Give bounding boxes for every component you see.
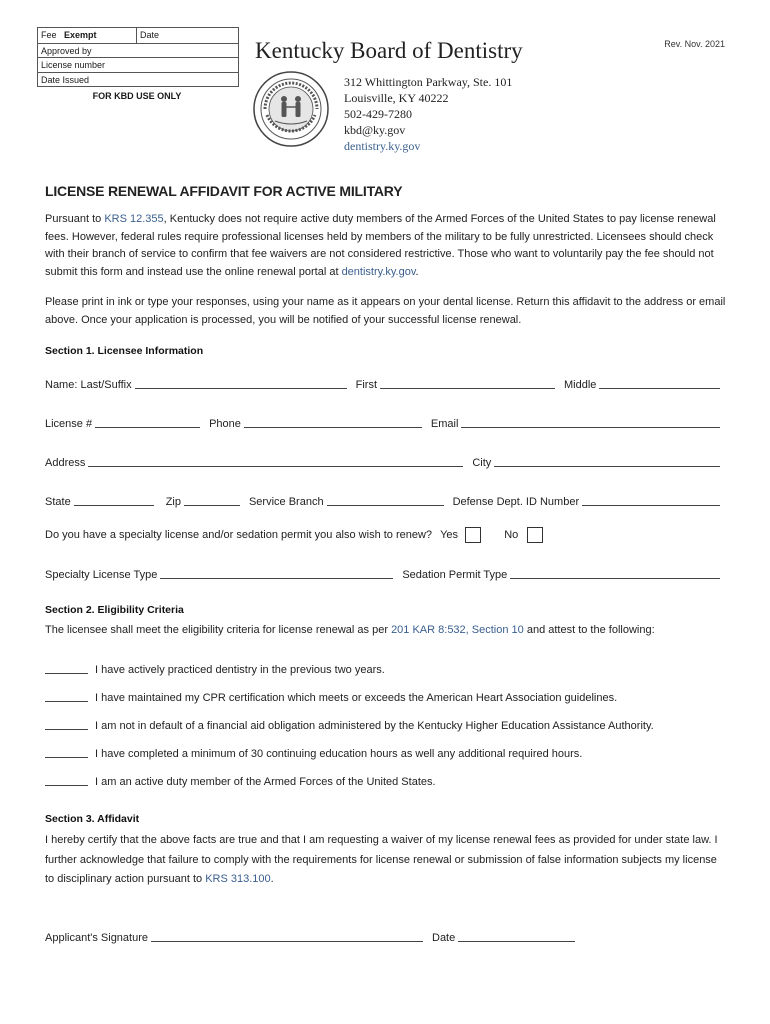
board-phone: 502-429-7280 <box>344 107 412 121</box>
section-1-heading: Section 1. Licensee Information <box>45 345 204 357</box>
board-website-link[interactable]: dentistry.ky.gov <box>344 139 421 153</box>
zip-field[interactable] <box>184 494 240 506</box>
last-name-label: Name: Last/Suffix <box>45 379 132 391</box>
criterion-2-text: I have maintained my CPR certification which meets or exceeds the American Heart Association guidelines. <box>95 692 618 704</box>
specialty-type-field[interactable] <box>160 567 393 579</box>
commonwealth-seal-icon <box>253 71 329 147</box>
no-label: No <box>504 528 519 541</box>
last-name-field[interactable] <box>135 377 347 389</box>
defense-id-field[interactable] <box>582 494 720 506</box>
signature-label: Applicant's Signature <box>45 932 148 944</box>
krs-313-100-link[interactable]: KRS 313.100 <box>205 873 271 885</box>
intro-text-2: , Kentucky does not require active duty members of the Armed Forces of the United States to pay license renewal fees. However, federal rules require professional licenses held by members of the military to be fully unrestricted. Licensees should check with their branch of service to confirm that fee waivers are not considered restrictive. Those who want to voluntarily pay the fee should not submit this form and instead use the online renewal portal at <box>45 213 716 278</box>
affidavit-text-1: I hereby certify that the above facts are true and that I am requesting a waiver of my license renewal fees as provided for under state law. I further acknowledge that failure to comply with the requirements for license renewal or submission of false information subjects my license to disciplinary action pursuant to <box>45 834 718 885</box>
yes-label: Yes <box>440 528 459 541</box>
revision-label: Rev. Nov. 2021 <box>664 39 725 49</box>
state-field[interactable] <box>74 494 154 506</box>
criterion-1 <box>45 662 727 676</box>
criterion-4-initials-field[interactable] <box>45 746 88 758</box>
first-name-field[interactable] <box>380 377 555 389</box>
eligibility-intro <box>45 622 727 640</box>
license-number-field-label: License # <box>45 418 93 430</box>
office-use-box <box>37 27 239 87</box>
address-line-2: Louisville, KY 40222 <box>344 91 449 105</box>
approved-by-label: Approved by <box>38 43 238 58</box>
affidavit-paragraph <box>45 831 727 890</box>
fee-value: Exempt <box>64 30 97 40</box>
office-date-label: Date <box>136 28 238 43</box>
kar-link[interactable]: 201 KAR 8:532, Section 10 <box>391 624 524 636</box>
signature-date-field[interactable] <box>458 930 575 942</box>
renewal-portal-link[interactable]: dentistry.ky.gov <box>341 265 416 278</box>
criterion-2 <box>45 690 727 704</box>
zip-label: Zip <box>165 496 181 508</box>
intro-paragraph <box>45 211 727 281</box>
city-label: City <box>472 457 492 469</box>
service-branch-field[interactable] <box>327 494 444 506</box>
specialty-type-row <box>45 567 720 581</box>
service-branch-label: Service Branch <box>248 496 324 508</box>
criterion-1-text: I have actively practiced dentistry in the previous two years. <box>95 664 385 676</box>
address-line-1: 312 Whittington Parkway, Ste. 101 <box>344 75 513 89</box>
specialty-question: Do you have a specialty license and/or sedation permit you also wish to renew? <box>45 528 433 541</box>
instructions-paragraph: Please print in ink or type your responses, using your name as it appears on your dental license. Return this affidavit to the address or email above. Once your application is processed, you will be notified of your successful license renewal. <box>45 296 726 326</box>
specialty-type-label: Specialty License Type <box>45 569 158 581</box>
affidavit-text-2: . <box>270 873 274 885</box>
license-row <box>45 416 720 430</box>
criterion-5-initials-field[interactable] <box>45 774 88 786</box>
criterion-5 <box>45 774 727 788</box>
address-row <box>45 455 720 469</box>
fee-label: Fee <box>41 30 57 40</box>
state-row <box>45 494 720 508</box>
state-label: State <box>45 496 71 508</box>
date-issued-label: Date Issued <box>38 72 238 87</box>
license-number-label: License number <box>38 57 238 72</box>
yes-checkbox[interactable] <box>465 527 481 543</box>
no-checkbox[interactable] <box>527 527 543 543</box>
criterion-3 <box>45 718 727 732</box>
phone-label: Phone <box>209 418 241 430</box>
criterion-5-text: I am an active duty member of the Armed Forces of the United States. <box>95 776 436 788</box>
middle-name-label: Middle <box>564 379 597 391</box>
board-email[interactable]: kbd@ky.gov <box>344 123 406 137</box>
address-field[interactable] <box>88 455 463 467</box>
middle-name-field[interactable] <box>599 377 720 389</box>
phone-field[interactable] <box>244 416 422 428</box>
eligibility-intro-text-1: The licensee shall meet the eligibility criteria for license renewal as per <box>45 624 392 636</box>
board-title: Kentucky Board of Dentistry <box>255 38 523 63</box>
intro-text-1: Pursuant to <box>45 213 105 225</box>
criterion-3-initials-field[interactable] <box>45 718 88 730</box>
criterion-4-text: I have completed a minimum of 30 continuing education hours as well any additional required hours. <box>95 748 583 760</box>
sedation-type-field[interactable] <box>510 567 720 579</box>
name-row <box>45 377 720 391</box>
signature-row <box>45 930 575 944</box>
email-field[interactable] <box>461 416 720 428</box>
criterion-3-text: I am not in default of a financial aid obligation administered by the Kentucky Higher Education Assistance Authority. <box>95 720 654 732</box>
signature-field[interactable] <box>151 930 423 942</box>
specialty-question-row <box>45 527 543 543</box>
criterion-2-initials-field[interactable] <box>45 690 88 702</box>
sedation-type-label: Sedation Permit Type <box>402 569 508 581</box>
criterion-1-initials-field[interactable] <box>45 662 88 674</box>
email-label: Email <box>430 418 459 430</box>
eligibility-intro-text-2: and attest to the following: <box>523 624 655 636</box>
section-2-heading: Section 2. Eligibility Criteria <box>45 604 184 616</box>
address-label: Address <box>45 457 86 469</box>
signature-date-label: Date <box>432 932 456 944</box>
city-field[interactable] <box>494 455 720 467</box>
intro-text-3: . <box>415 265 419 278</box>
form-title: LICENSE RENEWAL AFFIDAVIT FOR ACTIVE MILITARY <box>45 183 403 199</box>
office-use-footer: FOR KBD USE ONLY <box>92 91 182 101</box>
krs-12-355-link[interactable]: KRS 12.355 <box>104 213 164 225</box>
board-address <box>344 74 512 154</box>
defense-id-label: Defense Dept. ID Number <box>452 496 580 508</box>
first-name-label: First <box>355 379 378 391</box>
criterion-4 <box>45 746 727 760</box>
license-number-field[interactable] <box>95 416 200 428</box>
section-3-heading: Section 3. Affidavit <box>45 813 140 825</box>
